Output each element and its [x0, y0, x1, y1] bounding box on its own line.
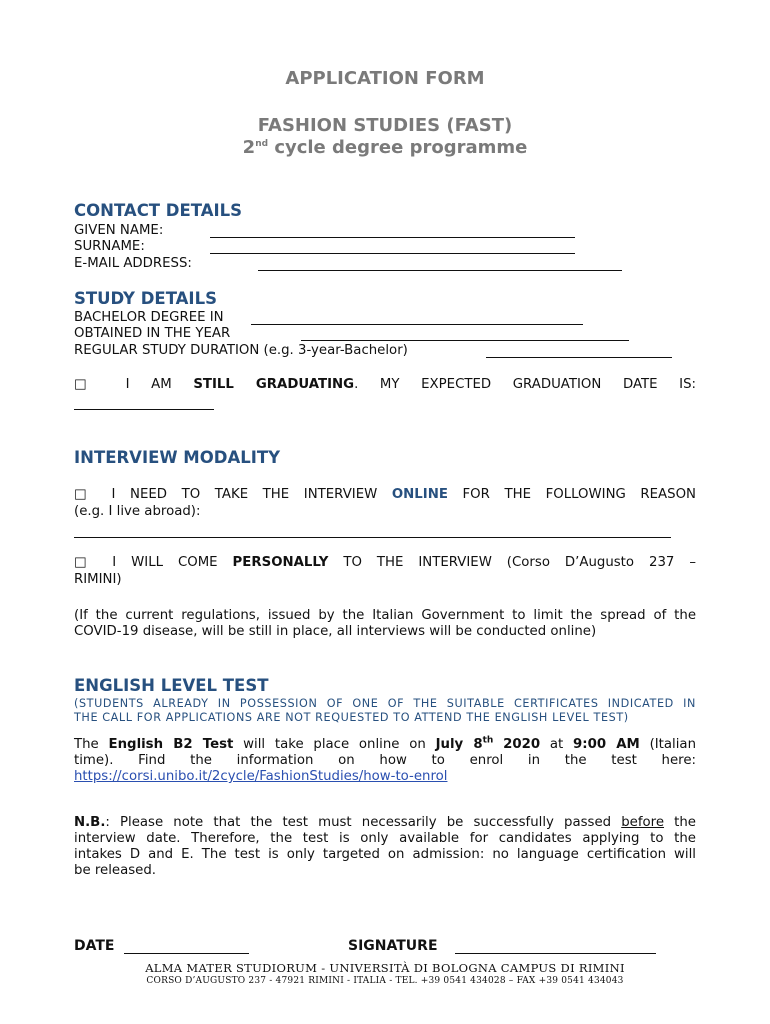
enrol-link[interactable]: https://corsi.unibo.it/2cycle/FashionStudies/how-to-enrol	[74, 769, 448, 784]
date-label: DATE	[74, 938, 115, 954]
study-details-heading: STUDY DETAILS	[74, 289, 217, 308]
still-graduating-checkbox[interactable]: □	[74, 377, 104, 392]
personally-row: □ I WILL COME PERSONALLY TO THE INTERVIEW (Corso D’Augusto 237 –	[74, 555, 696, 570]
obtained-field[interactable]	[301, 327, 629, 341]
nb-line3: intakes D and E. The test is only targeted on admission: no language certification will	[74, 847, 696, 862]
email-field[interactable]	[258, 257, 622, 271]
footer-university: ALMA MATER STUDIORUM - UNIVERSITÀ DI BOLOGNA CAMPUS DI RIMINI	[145, 961, 625, 975]
obtained-label: OBTAINED IN THE YEAR	[74, 326, 231, 341]
online-reason-field[interactable]	[74, 524, 671, 538]
still-graduating-row: □ I AM STILL GRADUATING. MY EXPECTED GRADUATION DATE IS:	[74, 377, 696, 392]
interview-modality-heading: INTERVIEW MODALITY	[74, 448, 281, 467]
duration-label: REGULAR STUDY DURATION (e.g. 3-year-Bachelor)	[74, 343, 408, 358]
surname-label: SURNAME:	[74, 239, 145, 254]
form-title: APPLICATION FORM	[285, 68, 485, 89]
date-field[interactable]	[124, 940, 249, 954]
programme-title: FASHION STUDIES (FAST)	[257, 115, 513, 136]
english-exemption-line2: THE CALL FOR APPLICATIONS ARE NOT REQUESTED TO ATTEND THE ENGLISH LEVEL TEST)	[74, 711, 629, 724]
online-row: □ I NEED TO TAKE THE INTERVIEW ONLINE FOR THE FOLLOWING REASON	[74, 487, 696, 502]
english-test-info-line1: The English B2 Test will take place online on July 8th 2020 at 9:00 AM (Italian	[74, 735, 696, 752]
covid-note-line2: COVID-19 disease, will be still in place, all interviews will be conducted online)	[74, 624, 597, 639]
online-checkbox[interactable]: □	[74, 487, 97, 502]
nb-line4: be released.	[74, 863, 157, 878]
given-name-label: GIVEN NAME:	[74, 223, 164, 238]
cycle-title: 2nd cycle degree programme	[242, 137, 528, 158]
nb-line2: interview date. Therefore, the test is only available for candidates applying to the	[74, 831, 696, 846]
english-exemption-line1: (STUDENTS ALREADY IN POSSESSION OF ONE OF THE SUITABLE CERTIFICATES INDICATED IN	[74, 697, 696, 710]
given-name-field[interactable]	[210, 224, 575, 238]
nb-line1: N.B.: Please note that the test must necessarily be successfully passed before the	[74, 815, 696, 830]
bachelor-field[interactable]	[251, 311, 583, 325]
footer-address: CORSO D’AUGUSTO 237 - 47921 RIMINI - ITALIA - TEL. +39 0541 434028 – FAX +39 0541 434043	[146, 976, 624, 986]
signature-label: SIGNATURE	[348, 938, 438, 954]
covid-note-line1: (If the current regulations, issued by the Italian Government to limit the spread of the	[74, 608, 696, 623]
english-test-info-line2: time). Find the information on how to enrol in the test here:	[74, 753, 696, 768]
graduation-date-field[interactable]	[74, 396, 214, 410]
duration-field[interactable]	[486, 344, 672, 358]
signature-field[interactable]	[455, 940, 656, 954]
online-reason-hint: (e.g. I live abroad):	[74, 504, 201, 519]
personally-location: RIMINI)	[74, 572, 122, 587]
bachelor-label: BACHELOR DEGREE IN	[74, 310, 224, 325]
personally-checkbox[interactable]: □	[74, 555, 98, 570]
email-label: E-MAIL ADDRESS:	[74, 256, 192, 271]
surname-field[interactable]	[210, 240, 575, 254]
contact-details-heading: CONTACT DETAILS	[74, 201, 243, 220]
english-test-heading: ENGLISH LEVEL TEST	[74, 676, 269, 695]
